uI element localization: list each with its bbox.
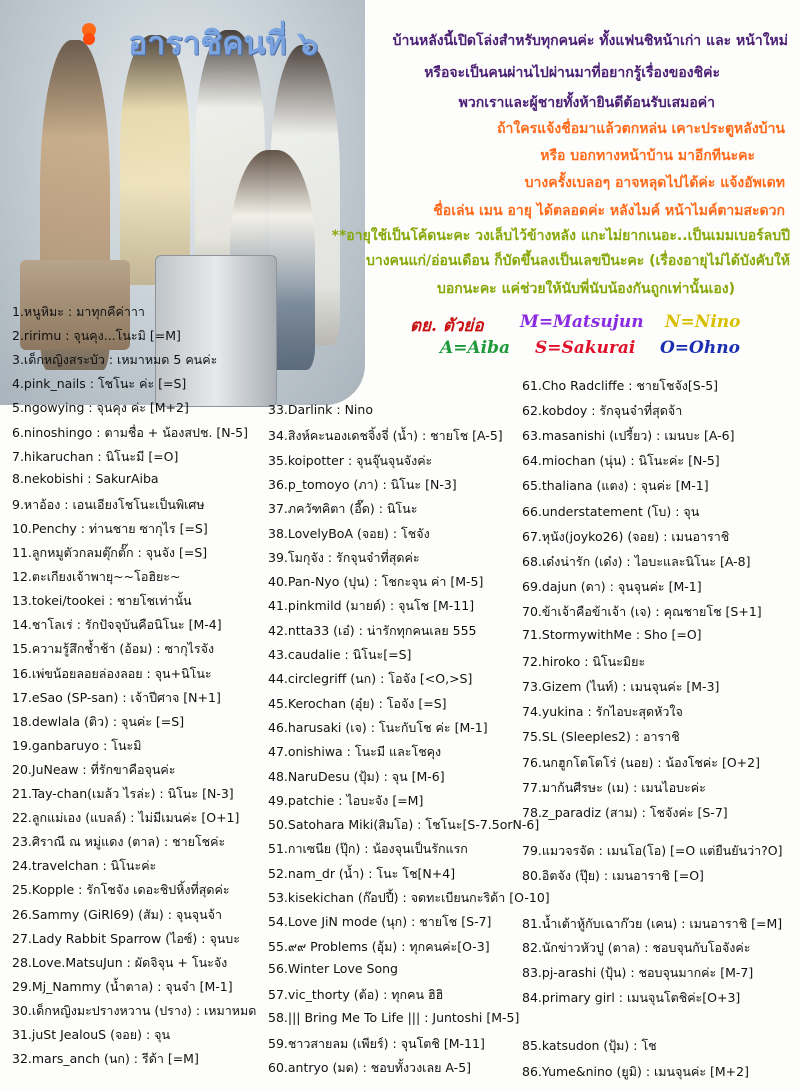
list-item: 74.yukina : รักไอบะสุดหัวใจ bbox=[522, 704, 683, 720]
list-item: 82.นักข่าวหัวปู (ตาล) : ชอบจุนกับโอจังค่ะ bbox=[522, 940, 751, 955]
legend-item: A=Aiba bbox=[440, 338, 510, 358]
list-item: 50.Satohara Miki(สิมโอ) : โชโนะ[S-7.5orN-6] bbox=[268, 817, 540, 833]
list-item: 81.น้ำเต้าหู้กับเฉาก๊วย (เคน) : เมนอาราชิ [=M] bbox=[522, 916, 783, 931]
list-item: 17.eSao (SP-san) : เจ้าปีศาจ [N+1] bbox=[12, 689, 221, 705]
orange-bullet-icon bbox=[78, 22, 100, 46]
list-item: 84.primary girl : เมนจุนโตชิค่ะ[O+3] bbox=[522, 990, 741, 1005]
list-item: 56.Winter Love Song bbox=[268, 960, 398, 976]
list-item: 43.caudalie : นิโนะ[=S] bbox=[268, 647, 412, 662]
list-item: 72.hiroko : นิโนะมิยะ bbox=[522, 654, 646, 670]
list-item: 21.Tay-chan(เมล้ว ไรล่ะ) : นิโนะ [N-3] bbox=[12, 786, 234, 801]
list-item: 4.pink_nails : โชโนะ ค่ะ [=S] bbox=[12, 376, 187, 392]
header-line: **อายุใช้เป็นโค้ดนะคะ วงเล็บไว้ข้างหลัง แกะไม่ยากเนอะ..เป็นเมมเบอร์ลบปี bbox=[331, 228, 790, 244]
header-line: ชื่อเล่น เมน อายุ ได้ตลอดค่ะ หลังไมค์ หน้าไมค์ตามสะดวก bbox=[433, 203, 785, 219]
legend-item: S=Sakurai bbox=[535, 338, 636, 358]
list-item: 86.Yume&nino (ยูมิ) : เมนจุนค่ะ [M+2] bbox=[522, 1064, 749, 1079]
list-item: 85.katsudon (ปุ้ม) : โช bbox=[522, 1038, 657, 1053]
list-item: 45.Kerochan (อุ๋ย) : โอจัง [=S] bbox=[268, 695, 447, 711]
list-item: 53.kisekichan (ก๊อปปี้) : จดทะเบียนกะริด้า [O-10] bbox=[268, 890, 550, 905]
page-title: อาราชิคนที่ ๖ bbox=[128, 24, 318, 62]
list-item: 23.ศิราณี ณ หมู่แดง (ตาล) : ชายโชค่ะ bbox=[12, 834, 226, 850]
list-item: 79.แมวจรจัด : เมนโอ(โอ) [=O แต่ยืนยันว่า?O] bbox=[522, 843, 783, 858]
list-item: 41.pinkmild (มายด์) : จุนโช [M-11] bbox=[268, 598, 475, 614]
list-item: 34.สิงห์คะนองเดชจิ้งจี่ (น้ำ) : ชายโช [A-5] bbox=[268, 428, 503, 444]
header-line: บอกนะคะ แค่ช่วยให้นับพี่นับน้องกันถูกเท่านั้นเอง) bbox=[436, 281, 735, 297]
list-item: 46.harusaki (เจ) : โนะกับโช ค่ะ [M-1] bbox=[268, 719, 488, 735]
legend-item: O=Ohno bbox=[660, 338, 740, 358]
list-item: 62.kobdoy : รักจุนจ๋าที่สุดจ้า bbox=[522, 403, 683, 419]
list-item: 32.mars_anch (นก) : รีด้า [=M] bbox=[12, 1051, 199, 1067]
list-item: 16.เพ่ขน้อยลอยล่องลอย : จุน+นิโนะ bbox=[12, 665, 212, 681]
list-item: 2.ririmu : จุนคุง...โนะมิ [=M] bbox=[12, 328, 181, 344]
list-item: 67.หุนัง(joyko26) (จอย) : เมนอาราชิ bbox=[522, 528, 730, 544]
list-item: 9.หาอ้อง : เอนเอียงโชโนะเป็นพิเศษ bbox=[12, 496, 205, 512]
list-item: 63.masanishi (เปรี้ยว) : เมนบะ [A-6] bbox=[522, 428, 735, 444]
list-item: 48.NaruDesu (ปุ้ม) : จุน [M-6] bbox=[268, 768, 445, 784]
list-item: 1.หนูหิมะ : มาทุกคีค่าาา bbox=[12, 304, 145, 319]
list-item: 52.nam_dr (น้ำ) : โนะ โช[N+4] bbox=[268, 865, 456, 881]
legend-item: ตย. ตัวย่อ bbox=[410, 316, 484, 336]
list-item: 10.Penchy : ท่านชาย ซากุไร [=S] bbox=[12, 520, 208, 536]
list-item: 78.z_paradiz (สาม) : โชจังค่ะ [S-7] bbox=[522, 804, 728, 820]
list-item: 35.koipotter : จุนจุ๊นจุนจังค่ะ bbox=[268, 452, 433, 468]
list-item: 49.patchie : ไอบะจัง [=M] bbox=[268, 792, 424, 808]
list-item: 28.Love.MatsuJun : ผัดจิจุน + โนะจัง bbox=[12, 954, 228, 970]
list-item: 69.dajun (ดา) : จุนจุนค่ะ [M-1] bbox=[522, 578, 702, 594]
list-item: 13.tokei/tookei : ชายโชเท่านั้น bbox=[12, 593, 192, 609]
list-item: 37.ภควัฑคิตา (อี๊ด) : นิโนะ bbox=[268, 501, 418, 517]
list-item: 22.ลูกแม่เอง (แบลล์) : ไม่มีเมนค่ะ [O+1] bbox=[12, 810, 240, 826]
list-item: 77.มาก้นศีรษะ (เม) : เมนไอบะค่ะ bbox=[522, 779, 706, 795]
list-item: 42.ntta33 (เอ๋) : น่ารักทุกคนเลย 555 bbox=[268, 622, 477, 638]
legend-item: N=Nino bbox=[665, 312, 741, 332]
list-item: 11.ลูกหมูตัวกลมตุ๊กตั๊ก : จุนจัง [=S] bbox=[12, 545, 208, 560]
header-line: ถ้าใครแจ้งชื่อมาแล้วตกหล่น เคาะประตูหลังบ้าน bbox=[497, 121, 785, 137]
list-item: 3.เด็กหญิงสระบัว : เหมาหมด 5 คนค่ะ bbox=[12, 352, 218, 368]
legend-item: M=Matsujun bbox=[520, 312, 644, 332]
list-item: 68.เด๋งน่ารัก (เด๋ง) : ไอบะและนิโนะ [A-8] bbox=[522, 553, 751, 569]
list-item: 29.Mj_Nammy (น้ำตาล) : จุนจ๋า [M-1] bbox=[12, 978, 233, 994]
list-item: 33.Darlink : Nino bbox=[268, 402, 373, 417]
list-item: 55.๙๙ Problems (อุ้ม) : ทุกคนค่ะ[O-3] bbox=[268, 938, 490, 954]
list-item: 26.Sammy (GiRl69) (สัม) : จุนจุนจ้า bbox=[12, 906, 223, 922]
list-item: 8.nekobishi : SakurAiba bbox=[12, 470, 159, 486]
list-item: 40.Pan-Nyo (ปุน) : โชกะจุน ค่า [M-5] bbox=[268, 574, 484, 590]
header-line: พวกเราและผู้ชายทั้งห้ายินดีต้อนรับเสมอค่า bbox=[458, 95, 715, 111]
list-item: 15.ความรู้สึกช้ำช้า (อ้อม) : ซากุไรจัง bbox=[12, 641, 215, 657]
list-item: 7.hikaruchan : นิโนะมี [=O] bbox=[12, 448, 179, 464]
list-item: 12.ตะเกียงเจ้าพายุ~~โอฮิยะ~ bbox=[12, 569, 181, 585]
header-line: หรือจะเป็นคนผ่านไปผ่านมาที่อยากรู้เรื่องของชิค่ะ bbox=[424, 65, 720, 81]
list-item: 24.travelchan : นิโนะค่ะ bbox=[12, 858, 157, 874]
list-item: 70.ข้าเจ้าคือข้าเจ้า (เจ) : คุณชายโช [S+1] bbox=[522, 603, 762, 619]
header-line: หรือ บอกทางหน้าบ้าน มาอีกทีนะคะ bbox=[540, 148, 755, 164]
list-item: 73.Gizem (ไนท์) : เมนจุนค่ะ [M-3] bbox=[522, 679, 720, 695]
list-item: 44.circlegriff (นก) : โอจัง [<O,>S] bbox=[268, 671, 473, 687]
list-item: 64.miochan (นุ่น) : นิโนะค่ะ [N-5] bbox=[522, 453, 720, 469]
list-item: 71.StormywithMe : Sho [=O] bbox=[522, 627, 702, 642]
list-item: 75.SL (Sleeples2) : อาราชิ bbox=[522, 729, 680, 745]
list-item: 51.กาเซนีย (ปุ๊ก) : น้องจุนเป็นรักแรก bbox=[268, 841, 468, 857]
header-line: บางคนแก่/อ่อนเดือน ก็บัดขึ้นลงเป็นเลขปีนะคะ (เรื่องอายุไม่ได้บังคับให้ bbox=[365, 253, 790, 269]
header-line: บางครั้งเบลอๆ อาจหลุดไปได้ค่ะ แจ้งอัพเดท bbox=[524, 175, 785, 191]
list-item: 76.นกฮูกโตโตโร่ (นอย) : น้องโชค่ะ [O+2] bbox=[522, 754, 760, 770]
list-item: 19.ganbaruyo : โนะมิ bbox=[12, 737, 142, 753]
list-item: 66.understatement (โบ) : จุน bbox=[522, 503, 700, 519]
list-item: 61.Cho Radcliffe : ชายโชจัง[S-5] bbox=[522, 378, 719, 393]
list-item: 20.JuNeaw : ที่รักขาคือจุนค่ะ bbox=[12, 761, 176, 777]
list-item: 83.pj-arashi (ปุ้น) : ชอบจุนมากค่ะ [M-7] bbox=[522, 965, 754, 980]
list-item: 60.antryo (มด) : ชอบทั้งวงเลย A-5] bbox=[268, 1060, 472, 1076]
list-item: 65.thaliana (แตง) : จุนค่ะ [M-1] bbox=[522, 478, 709, 494]
list-item: 36.p_tomoyo (ภา) : นิโนะ [N-3] bbox=[268, 476, 457, 492]
list-item: 80.อิตจัง (ปุ๊ย) : เมนอาราชิ [=O] bbox=[522, 868, 704, 883]
list-item: 54.Love JiN mode (นุก) : ชายโช [S-7] bbox=[268, 914, 492, 930]
list-item: 30.เด็กหญิงมะปรางหวาน (ปราง) : เหมาหมด bbox=[12, 1002, 257, 1018]
list-item: 25.Kopple : รักโชจัง เดอะชิปหิ้งที่สุดค่ะ bbox=[12, 882, 230, 898]
list-item: 39.โมกุจัง : รักจุนจ๋าที่สุดค่ะ bbox=[268, 549, 420, 565]
header-line: บ้านหลังนี้เปิดโล่งสำหรับทุกคนค่ะ ทั้งแฟนชิหน้าเก่า และ หน้าใหม่ bbox=[392, 33, 788, 49]
list-item: 14.ชาโลเร่ : รักปัจจุบันคือนิโนะ [M-4] bbox=[12, 617, 222, 633]
list-item: 59.ชาวสายลม (เพียร์) : จุนโตชิ [M-11] bbox=[268, 1035, 485, 1051]
list-item: 38.LovelyBoA (จอย) : โชจัง bbox=[268, 525, 430, 541]
list-item: 58.||| Bring Me To Life ||| : Juntoshi [M-5] bbox=[268, 1009, 520, 1025]
list-item: 6.ninoshingo : ตามชื่อ + น้องสปช. [N-5] bbox=[12, 424, 248, 440]
list-item: 18.dewlala (ติว) : จุนค่ะ [=S] bbox=[12, 713, 185, 729]
list-item: 31.juSt JealouS (จอย) : จุน bbox=[12, 1027, 171, 1042]
list-item: 27.Lady Rabbit Sparrow (ไอซ์) : จุนบะ bbox=[12, 930, 240, 946]
list-item: 57.vic_thorty (ต้อ) : ทุกคน ฮิฮิ bbox=[268, 987, 444, 1003]
list-item: 47.onishiwa : โนะมี และโชคุง bbox=[268, 744, 442, 760]
list-item: 5.ngowying : จุนคุง ค่ะ [M+2] bbox=[12, 400, 189, 416]
